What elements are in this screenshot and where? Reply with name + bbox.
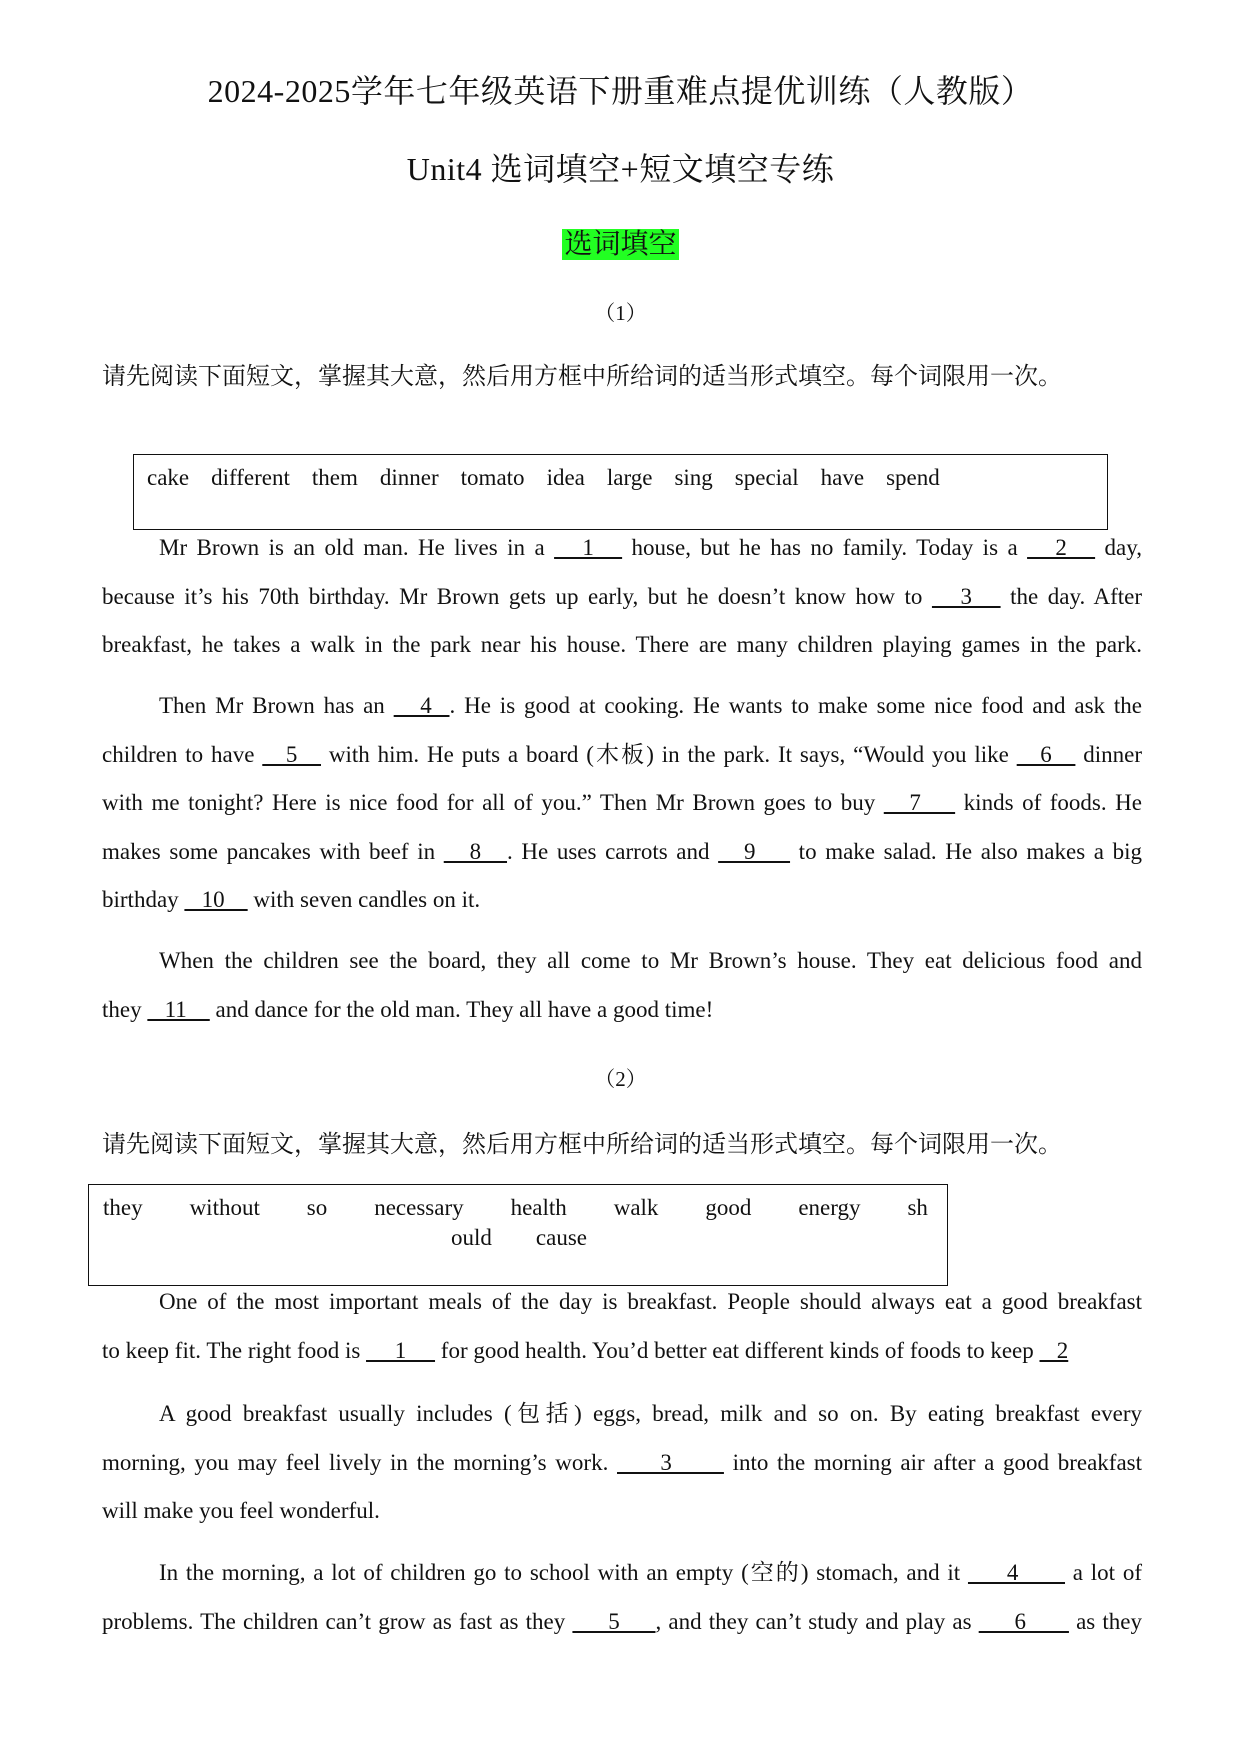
text-line xyxy=(102,876,1142,925)
part2-word-list-wrap xyxy=(89,1225,949,1251)
part2-paragraph-3 xyxy=(102,1549,1142,1646)
blank-10: 10 xyxy=(184,887,248,912)
text-span: into the morning air after a good breakfast xyxy=(723,1449,1143,1475)
word-option: necessary xyxy=(374,1195,464,1220)
word-option: ould xyxy=(451,1225,492,1250)
part2-word-list xyxy=(103,1195,928,1221)
text-span: In the morning, a lot of children go to school with an empty (空的) stomach, and it xyxy=(159,1560,968,1585)
document-subtitle: Unit4 选词填空+短文填空专练 xyxy=(406,151,835,187)
blank-9: 9 xyxy=(718,838,791,864)
blank-6: 6 xyxy=(1016,741,1076,767)
text-line xyxy=(102,1598,1142,1647)
word-option: have xyxy=(820,465,865,490)
blank-2: 2 xyxy=(1039,1337,1069,1363)
text-line xyxy=(102,1549,1142,1598)
part1-word-list xyxy=(147,465,940,491)
text-span: . He is good at cooking. He wants to make some nice food and ask the xyxy=(449,693,1142,718)
word-option: energy xyxy=(798,1195,861,1220)
text-line xyxy=(102,1439,1142,1488)
blank-5: 5 xyxy=(572,1608,656,1634)
text-line xyxy=(102,828,1142,877)
word-option: good xyxy=(705,1195,752,1220)
section-heading xyxy=(0,222,1241,262)
text-span: day, xyxy=(1095,535,1142,560)
word-option: sing xyxy=(674,465,713,490)
blank-2: 2 xyxy=(1027,535,1096,560)
text-span: children to have xyxy=(102,741,263,767)
text-span: because it’s his 70th birthday. Mr Brown gets up early, but he doesn’t know how to xyxy=(102,583,932,609)
word-option: large xyxy=(606,465,653,490)
text-span: morning, you may feel lively in the morning’s work. xyxy=(102,1449,617,1475)
word-option: so xyxy=(306,1195,328,1220)
blank-3: 3 xyxy=(617,1449,724,1475)
text-span: A good breakfast usually includes (包括) eggs, bread, milk and so on. By eating breakfast every xyxy=(159,1401,1142,1426)
part1-instruction: 请先阅读下面短文，掌握其大意，然后用方框中所给词的适当形式填空。每个词限用一次。 xyxy=(102,364,1062,390)
text-span: they xyxy=(102,996,148,1022)
part1-paragraph-1 xyxy=(102,524,1142,670)
word-option: dinner xyxy=(379,465,439,490)
text-span: with seven candles on it. xyxy=(247,887,481,912)
text-span: When the children see the board, they all come to Mr Brown’s house. They eat delicious food and xyxy=(159,948,1142,973)
text-span: dinner xyxy=(1075,741,1143,767)
word-option: tomato xyxy=(460,465,525,490)
text-span: for good health. You’d better eat different kinds of foods to keep xyxy=(435,1337,1040,1363)
text-line xyxy=(102,937,1142,986)
word-option: health xyxy=(510,1195,567,1220)
text-line xyxy=(102,1278,1142,1327)
text-span: to keep fit. The right food is xyxy=(102,1337,367,1363)
text-span: to make salad. He also makes a big xyxy=(790,838,1143,864)
text-span: , and they can’t study and play as xyxy=(655,1608,979,1634)
word-option: spend xyxy=(886,465,940,490)
text-span: makes some pancakes with beef in xyxy=(102,838,444,864)
text-span: Then Mr Brown has an xyxy=(159,693,394,718)
word-option: cause xyxy=(535,1225,587,1250)
text-line: will make you feel wonderful. xyxy=(102,1498,380,1523)
blank-5: 5 xyxy=(262,741,321,767)
text-line xyxy=(102,1390,1142,1439)
word-option: sh xyxy=(907,1195,928,1220)
text-line xyxy=(102,524,1142,573)
word-option: without xyxy=(189,1195,260,1220)
part2-instruction: 请先阅读下面短文，掌握其大意，然后用方框中所给词的适当形式填空。每个词限用一次。 xyxy=(102,1132,1062,1158)
part2-paragraph-2 xyxy=(102,1390,1142,1536)
text-span: and dance for the old man. They all have a good time! xyxy=(209,996,714,1022)
blank-3: 3 xyxy=(931,583,1001,609)
blank-6: 6 xyxy=(978,1608,1069,1634)
part2-paragraph-1 xyxy=(102,1278,1142,1375)
part1-paragraph-3 xyxy=(102,937,1142,1034)
text-span: . He uses carrots and xyxy=(507,838,719,864)
part2-number: （2） xyxy=(594,1067,647,1091)
part1-number: （1） xyxy=(594,301,647,325)
word-option: different xyxy=(211,465,290,490)
text-span: the day. After xyxy=(1000,583,1142,609)
text-span: as they xyxy=(1068,1608,1143,1634)
word-option: idea xyxy=(546,465,585,490)
part2-word-box xyxy=(88,1184,948,1286)
text-line xyxy=(102,1327,1142,1376)
document-title: 2024-2025学年七年级英语下册重难点提优训练（人教版） xyxy=(207,73,1034,109)
text-line xyxy=(102,731,1142,780)
part1-paragraph-2 xyxy=(102,682,1142,925)
word-option: they xyxy=(103,1195,143,1220)
word-option: special xyxy=(734,465,799,490)
blank-4: 4 xyxy=(393,693,450,718)
text-span: with me tonight? Here is nice food for all of you.” Then Mr Brown goes to buy xyxy=(102,790,884,815)
text-span: problems. The children can’t grow as fast as they xyxy=(102,1608,573,1634)
word-option: walk xyxy=(613,1195,659,1220)
word-option: them xyxy=(311,465,358,490)
text-span: with him. He puts a board (木板) in the park. It says, “Would you like xyxy=(321,741,1017,767)
text-line: breakfast, he takes a walk in the park near his house. There are many children playing games in the park. xyxy=(102,632,1142,657)
text-line xyxy=(102,986,1142,1035)
text-span: kinds of foods. He xyxy=(955,790,1143,815)
text-line xyxy=(102,573,1142,622)
blank-1: 1 xyxy=(554,535,623,560)
text-span: a lot of xyxy=(1065,1560,1142,1585)
blank-1: 1 xyxy=(366,1337,436,1363)
part1-word-box xyxy=(133,454,1108,530)
blank-4: 4 xyxy=(967,1560,1066,1585)
text-span: house, but he has no family. Today is a xyxy=(622,535,1028,560)
text-span: One of the most important meals of the day is breakfast. People should always eat a good breakfast xyxy=(159,1289,1142,1314)
section-heading-text: 选词填空 xyxy=(564,229,677,260)
text-line xyxy=(102,779,1142,828)
blank-8: 8 xyxy=(443,838,508,864)
blank-7: 7 xyxy=(883,790,956,815)
word-option: cake xyxy=(147,465,190,490)
blank-11: 11 xyxy=(147,996,210,1022)
text-line xyxy=(102,682,1142,731)
text-span: Mr Brown is an old man. He lives in a xyxy=(159,535,555,560)
text-span: birthday xyxy=(102,887,185,912)
